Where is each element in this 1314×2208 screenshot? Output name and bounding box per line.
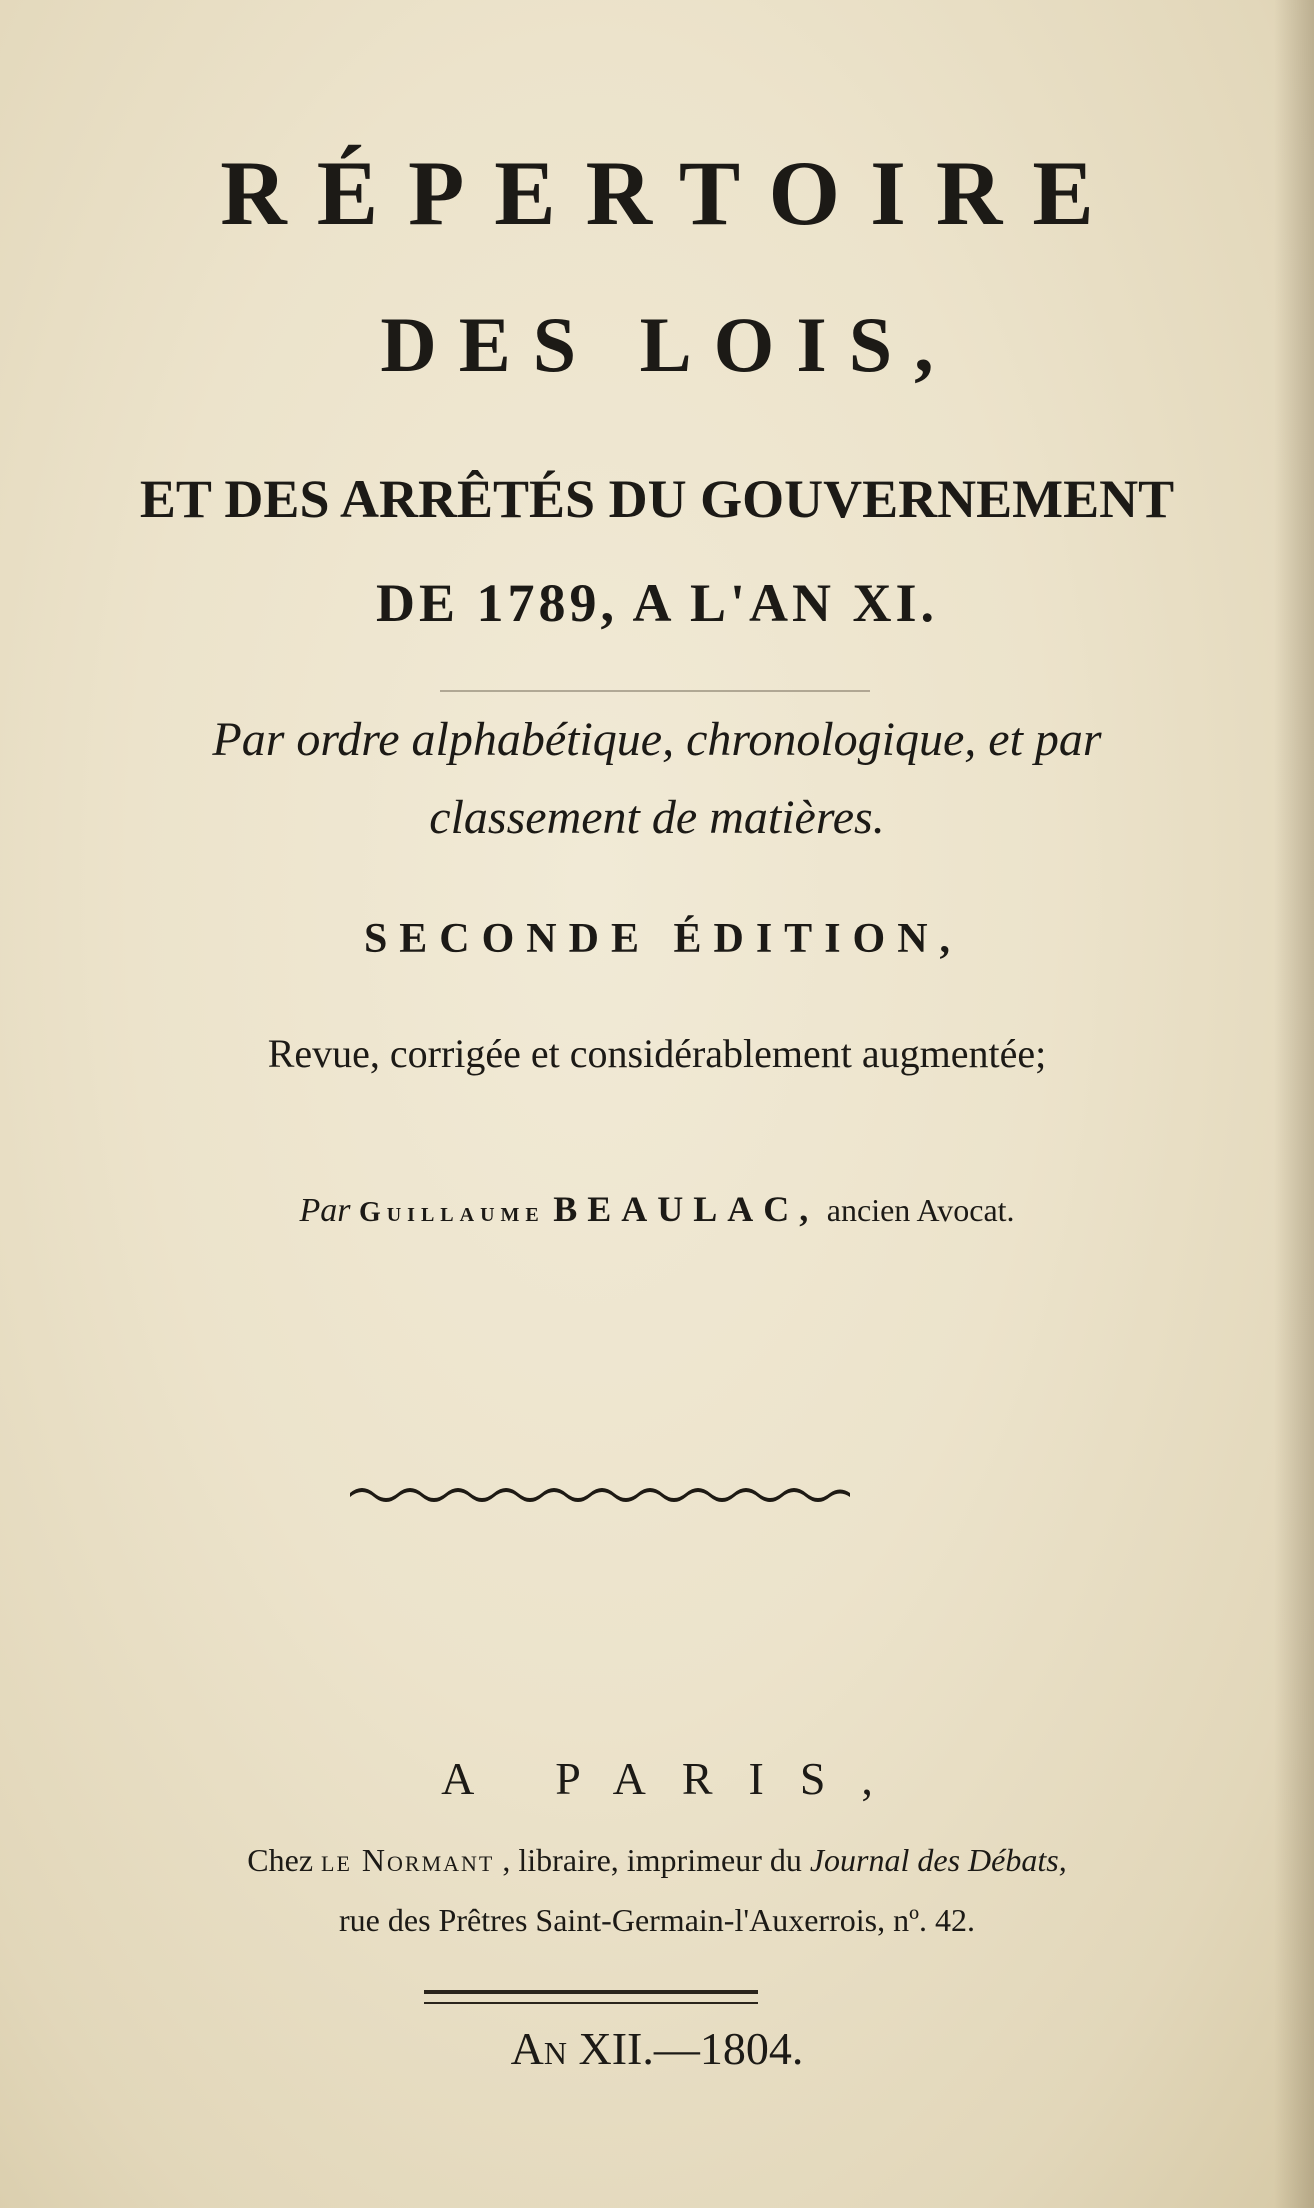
revision-line: Revue, corrigée et considérablement augmentée; (267, 1031, 1047, 1076)
divider-rule (440, 690, 870, 692)
ornament-divider (350, 1478, 850, 1508)
author-line (0, 1188, 1314, 1230)
main-title: RÉPERTOIRE (220, 142, 1124, 244)
publisher-prefix: Chez (247, 1842, 314, 1878)
title-line-4: DE 1789, A L'AN XI. (375, 573, 939, 633)
author-last-name: BEAULAC, (553, 1189, 819, 1229)
author-first-name: Guillaume (358, 1197, 545, 1228)
publisher-address: rue des Prêtres Saint-Germain-l'Auxerrois, nº. 42. (339, 1902, 975, 1938)
date-rest: XII.—1804. (578, 2023, 804, 2074)
publisher-name: le Normant (321, 1842, 495, 1878)
publisher-occupation: , libraire, imprimeur du (502, 1842, 802, 1878)
publication-date (0, 2022, 1314, 2075)
author-prefix: Par (299, 1192, 351, 1229)
author-role: ancien Avocat. (826, 1192, 1015, 1228)
publisher-journal: Journal des Débats, (809, 1842, 1067, 1878)
subtitle: DES LOIS, (380, 301, 956, 388)
double-rule (424, 1990, 758, 2004)
edition-line: SECONDE ÉDITION, (363, 916, 963, 962)
title-line-3: ET DES ARRÊTÉS DU GOUVERNEMENT (139, 469, 1175, 529)
description-line-2: classement de matières. (429, 791, 885, 844)
date-an: An (510, 2023, 567, 2074)
publisher-line (0, 1842, 1314, 1879)
description-line-1: Par ordre alphabétique, chronologique, et par (212, 713, 1102, 766)
city-line: A PARIS, (441, 1753, 909, 1804)
